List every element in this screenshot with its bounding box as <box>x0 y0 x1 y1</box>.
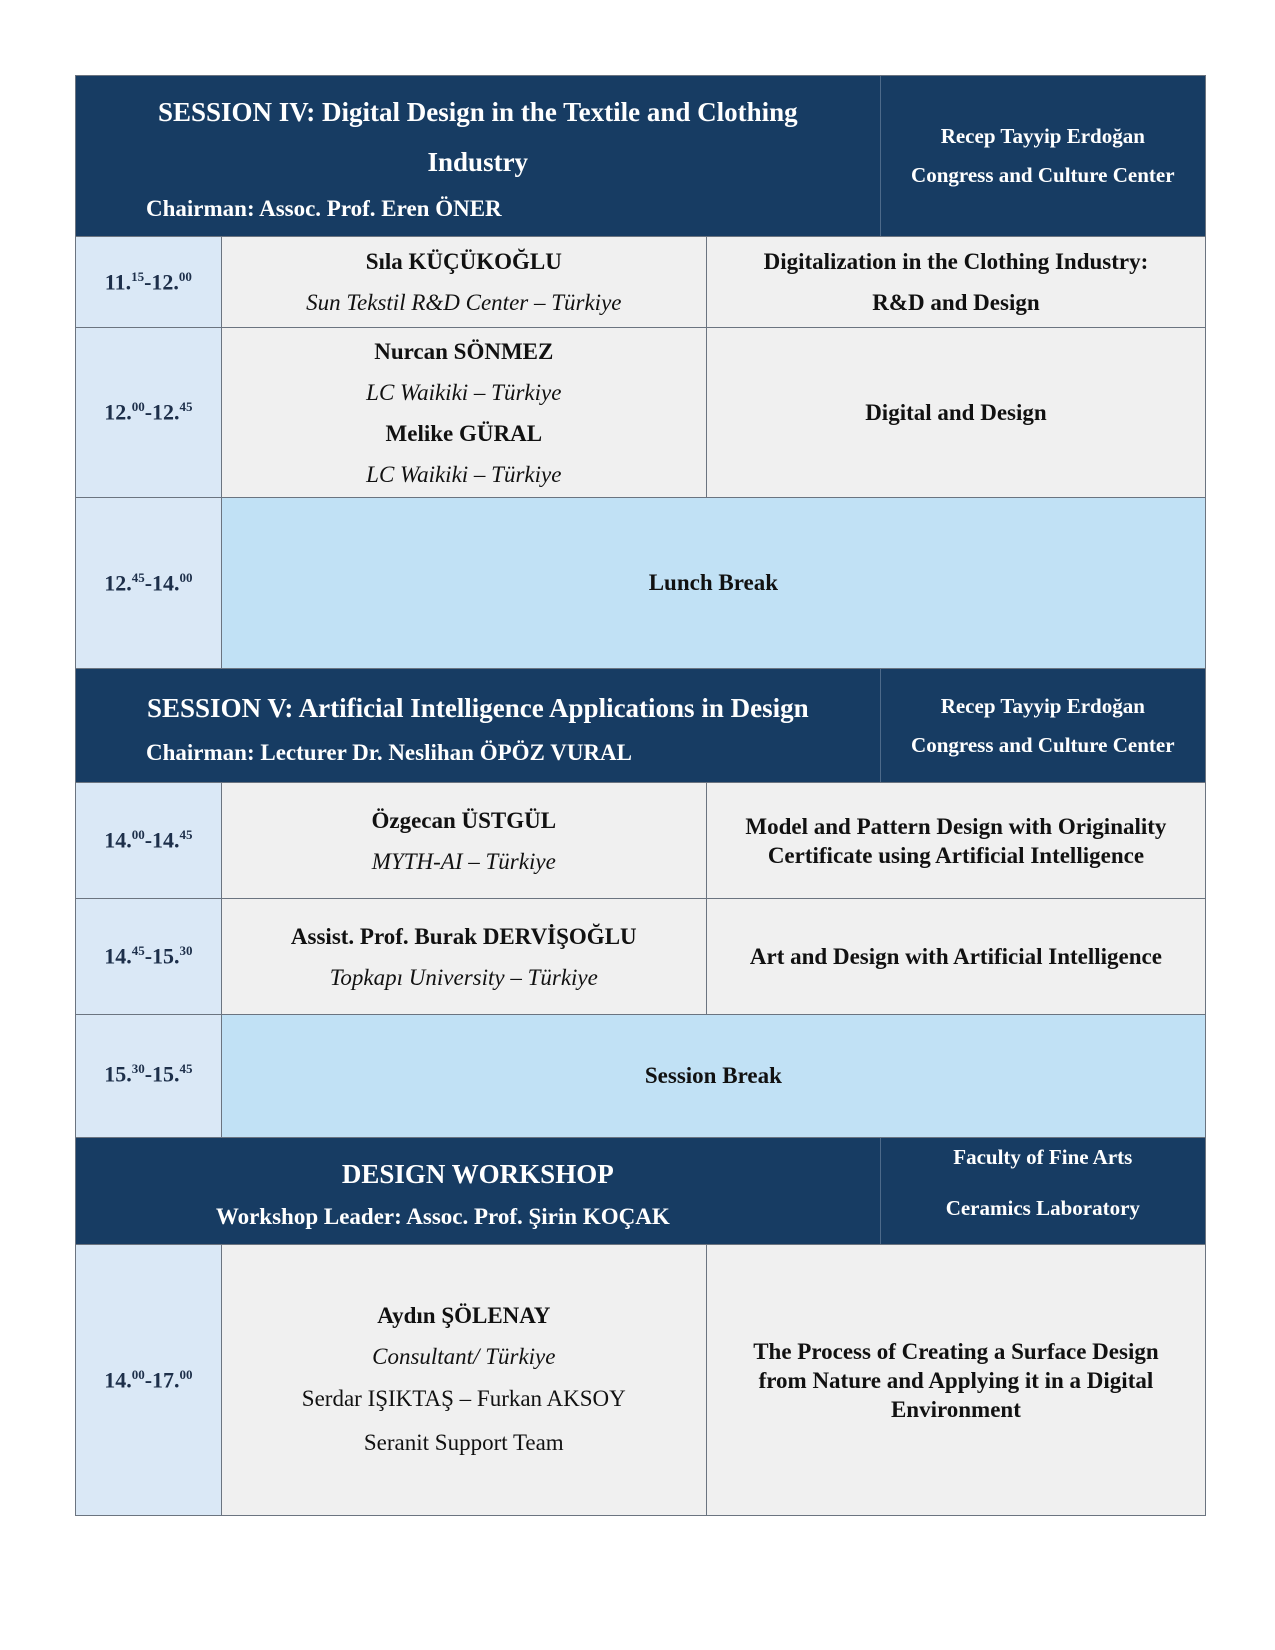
topic-line: The Process of Creating a Surface Design <box>753 1338 1159 1364</box>
topic-line: Model and Pattern Design with Originality <box>745 813 1167 839</box>
time-slot: 11.15-12.00 <box>76 237 222 327</box>
topic-line: Digital and Design <box>865 400 1047 425</box>
speaker-affiliation: LC Waikiki – Türkiye <box>366 379 562 405</box>
speaker-cell <box>222 328 707 497</box>
topic-cell <box>707 237 1205 327</box>
session-v-chairman: Chairman: Lecturer Dr. Neslihan ÖPÖZ VURAL <box>146 739 632 765</box>
topic-line: Art and Design with Artificial Intelligence <box>749 944 1162 969</box>
time-slot: 15.30-15.45 <box>76 1015 222 1137</box>
speaker-name: Nurcan SÖNMEZ <box>374 338 554 364</box>
topic-line: from Nature and Applying it in a Digital <box>758 1367 1154 1393</box>
session-v-header <box>75 669 1206 783</box>
workshop-row <box>75 1245 1206 1516</box>
speaker-affiliation: Topkapı University – Türkiye <box>329 964 598 990</box>
venue-line-1: Faculty of Fine Arts <box>953 1145 1133 1169</box>
session-iv-title-cell <box>76 76 881 236</box>
speaker-name: Assist. Prof. Burak DERVİŞOĞLU <box>290 923 637 949</box>
speaker-cell <box>222 899 707 1014</box>
lunch-break-row <box>75 498 1206 669</box>
topic-line: Digitalization in the Clothing Industry: <box>763 249 1149 274</box>
lunch-break-label: Lunch Break <box>222 498 1205 668</box>
speaker-name: Sıla KÜÇÜKOĞLU <box>365 249 562 274</box>
workshop-title-cell <box>76 1138 881 1244</box>
time-slot: 14.00-14.45 <box>76 783 222 898</box>
topic-line: Environment <box>890 1396 1021 1422</box>
time-slot: 12.45-14.00 <box>76 498 222 668</box>
speaker-cell <box>222 1245 707 1515</box>
time-slot: 12.00-12.45 <box>76 328 222 497</box>
session-iv-title: SESSION IV: Digital Design in the Textile and Clothing Industry <box>157 97 798 177</box>
topic-cell <box>707 1245 1205 1515</box>
support-team-label: Seranit Support Team <box>363 1430 564 1455</box>
speaker-affiliation: Sun Tekstil R&D Center – Türkiye <box>306 290 622 315</box>
workshop-title: DESIGN WORKSHOP <box>341 1159 614 1189</box>
session-v-title-cell <box>76 669 881 782</box>
schedule-row <box>75 328 1206 498</box>
schedule-row <box>75 783 1206 899</box>
topic-cell <box>707 328 1205 497</box>
session-break-row <box>75 1015 1206 1138</box>
speaker-name: Melike GÜRAL <box>385 420 543 446</box>
topic-line: Certificate using Artificial Intelligence <box>767 842 1145 868</box>
session-iv-chairman: Chairman: Assoc. Prof. Eren ÖNER <box>146 196 502 221</box>
venue-line-2: Congress and Culture Center <box>911 163 1175 187</box>
topic-cell <box>707 899 1205 1014</box>
schedule-row <box>75 237 1206 328</box>
workshop-venue <box>881 1138 1205 1244</box>
session-iv-header <box>75 75 1206 237</box>
program-table <box>75 75 1206 1516</box>
support-team-names: Serdar IŞIKTAŞ – Furkan AKSOY <box>301 1386 626 1411</box>
venue-line-2: Ceramics Laboratory <box>945 1196 1140 1220</box>
schedule-row <box>75 899 1206 1015</box>
speaker-cell <box>222 783 707 898</box>
workshop-header <box>75 1138 1206 1245</box>
topic-line: R&D and Design <box>872 290 1040 315</box>
speaker-affiliation: MYTH-AI – Türkiye <box>371 848 556 874</box>
speaker-affiliation: LC Waikiki – Türkiye <box>366 461 562 487</box>
speaker-name: Özgecan ÜSTGÜL <box>371 807 557 833</box>
topic-cell <box>707 783 1205 898</box>
speaker-name: Aydın ŞÖLENAY <box>377 1303 551 1328</box>
session-v-venue <box>881 669 1205 782</box>
workshop-leader: Workshop Leader: Assoc. Prof. Şirin KOÇAK <box>215 1204 670 1229</box>
speaker-affiliation: Consultant/ Türkiye <box>372 1344 556 1369</box>
session-v-title: SESSION V: Artificial Intelligence Applications in Design <box>147 692 809 723</box>
time-slot: 14.00-17.00 <box>76 1245 222 1515</box>
venue-line-1: Recep Tayyip Erdoğan <box>940 693 1145 718</box>
venue-line-2: Congress and Culture Center <box>911 732 1175 757</box>
venue-line-1: Recep Tayyip Erdoğan <box>940 124 1145 148</box>
time-slot: 14.45-15.30 <box>76 899 222 1014</box>
speaker-cell <box>222 237 707 327</box>
session-break-label: Session Break <box>222 1015 1205 1137</box>
session-iv-venue <box>881 76 1205 236</box>
